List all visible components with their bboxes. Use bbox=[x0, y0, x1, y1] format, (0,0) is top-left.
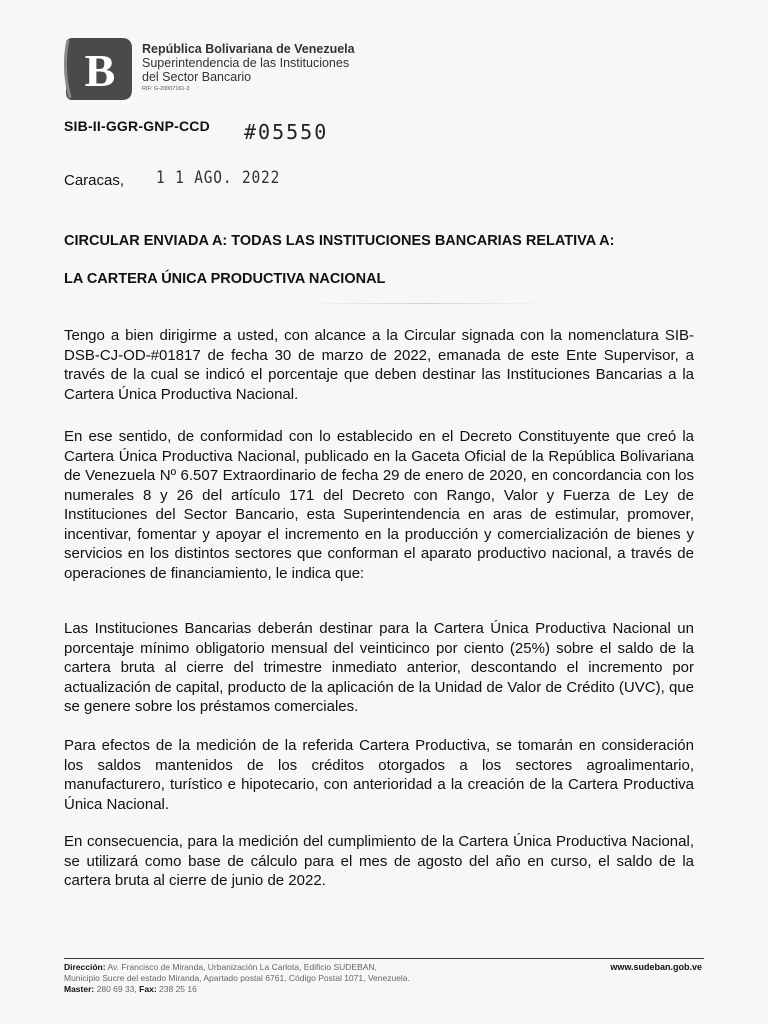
address-label: Dirección: bbox=[64, 962, 106, 972]
body-paragraph-3: Las Instituciones Bancarias deberán destinar para la Cartera Única Productiva Nacional un porcentaje mínimo obligatorio mensual del veinticinco por ciento (25%) sobre el saldo de la cartera bruta al cierre del trimestre inmediato anterior, descontando el incremento por actualización de capital, producto de la aplicación de la Unidad de Valor de Crédito (UVC), que se genere sobre los préstamos comerciales. bbox=[64, 620, 694, 715]
scan-artifact-line bbox=[300, 303, 550, 304]
letterhead-text bbox=[142, 42, 355, 94]
date-stamp: 1 1 AGO. 2022 bbox=[156, 168, 281, 188]
body-paragraph-1: Tengo a bien dirigirme a usted, con alcance a la Circular signada con la nomenclatura SIB-DSB-CJ-OD-#01817 de fecha 30 de marzo de 2022, emanada de este Ente Supervisor, a través de la cual se indicó el porcentaje que deben destinar las Instituciones Bancarias a la Cartera Única Productiva Nacional. bbox=[64, 327, 694, 403]
letterhead-agency-line2: del Sector Bancario bbox=[142, 70, 252, 84]
letterhead-agency-line1: Superintendencia de las Instituciones bbox=[142, 56, 350, 70]
circular-subject: LA CARTERA ÚNICA PRODUCTIVA NACIONAL bbox=[64, 271, 386, 287]
reference-number: #05550 bbox=[244, 120, 329, 144]
body-paragraph-2: En ese sentido, de conformidad con lo establecido en el Decreto Constituyente que creó la Cartera Única Productiva Nacional, publicado en la Gaceta Oficial de la República Bolivariana de Venezuela Nº 6.507 Extraordinario de fecha 29 de enero de 2020, en concordancia con los numerales 8 y 26 del artículo 171 del Decreto con Rango, Valor y Fuerza de Ley de Instituciones del Sector Bancario, esta Superintendencia en aras de estimular, promover, incentivar, fomentar y apoyar el incremento en la producción y comercialización de bienes y servicios en los distintos sectores que conforman el aparato productivo nacional, a través de operaciones de financiamiento, le indica que: bbox=[64, 428, 694, 582]
reference-code: SIB-II-GGR-GNP-CCD bbox=[64, 118, 210, 134]
date-place: Caracas, bbox=[64, 172, 125, 189]
circular-heading: CIRCULAR ENVIADA A: TODAS LAS INSTITUCIONES BANCARIAS RELATIVA A: bbox=[64, 233, 615, 249]
body-paragraph-4: Para efectos de la medición de la referida Cartera Productiva, se tomarán en consideración los saldos mantenidos de los créditos otorgados a los sectores agroalimentario, manufacturero, turístico e hipotecario, con anterioridad a la creación de la Cartera Productiva Única Nacional. bbox=[64, 737, 694, 813]
letterhead-country: República Bolivariana de Venezuela bbox=[142, 42, 355, 56]
website-link[interactable]: www.sudeban.gob.ve bbox=[610, 962, 702, 972]
fax-label: Fax: bbox=[139, 984, 157, 994]
address-line-2: Municipio Sucre del estado Miranda, Apartado postal 6761, Código Postal 1071, Venezuela. bbox=[64, 973, 410, 983]
footer-address bbox=[64, 962, 704, 995]
master-phone: 280 69 33, bbox=[96, 984, 137, 994]
sudeban-logo bbox=[64, 34, 134, 102]
body-paragraph-5: En consecuencia, para la medición del cumplimiento de la Cartera Única Productiva Nacional, se utilizará como base de cálculo para el mes de agosto del año en curso, el saldo de la cartera bruta al cierre de junio de 2022. bbox=[64, 833, 694, 889]
master-label: Master: bbox=[64, 984, 95, 994]
letterhead-rif: RIF: G-20007161-3 bbox=[142, 86, 190, 92]
logo-letter: B bbox=[84, 45, 116, 96]
address-line-1: Av. Francisco de Miranda, Urbanización La Carlota, Edificio SUDEBAN, bbox=[107, 962, 377, 972]
fax-number: 238 25 16 bbox=[159, 984, 197, 994]
footer-divider bbox=[64, 958, 704, 959]
